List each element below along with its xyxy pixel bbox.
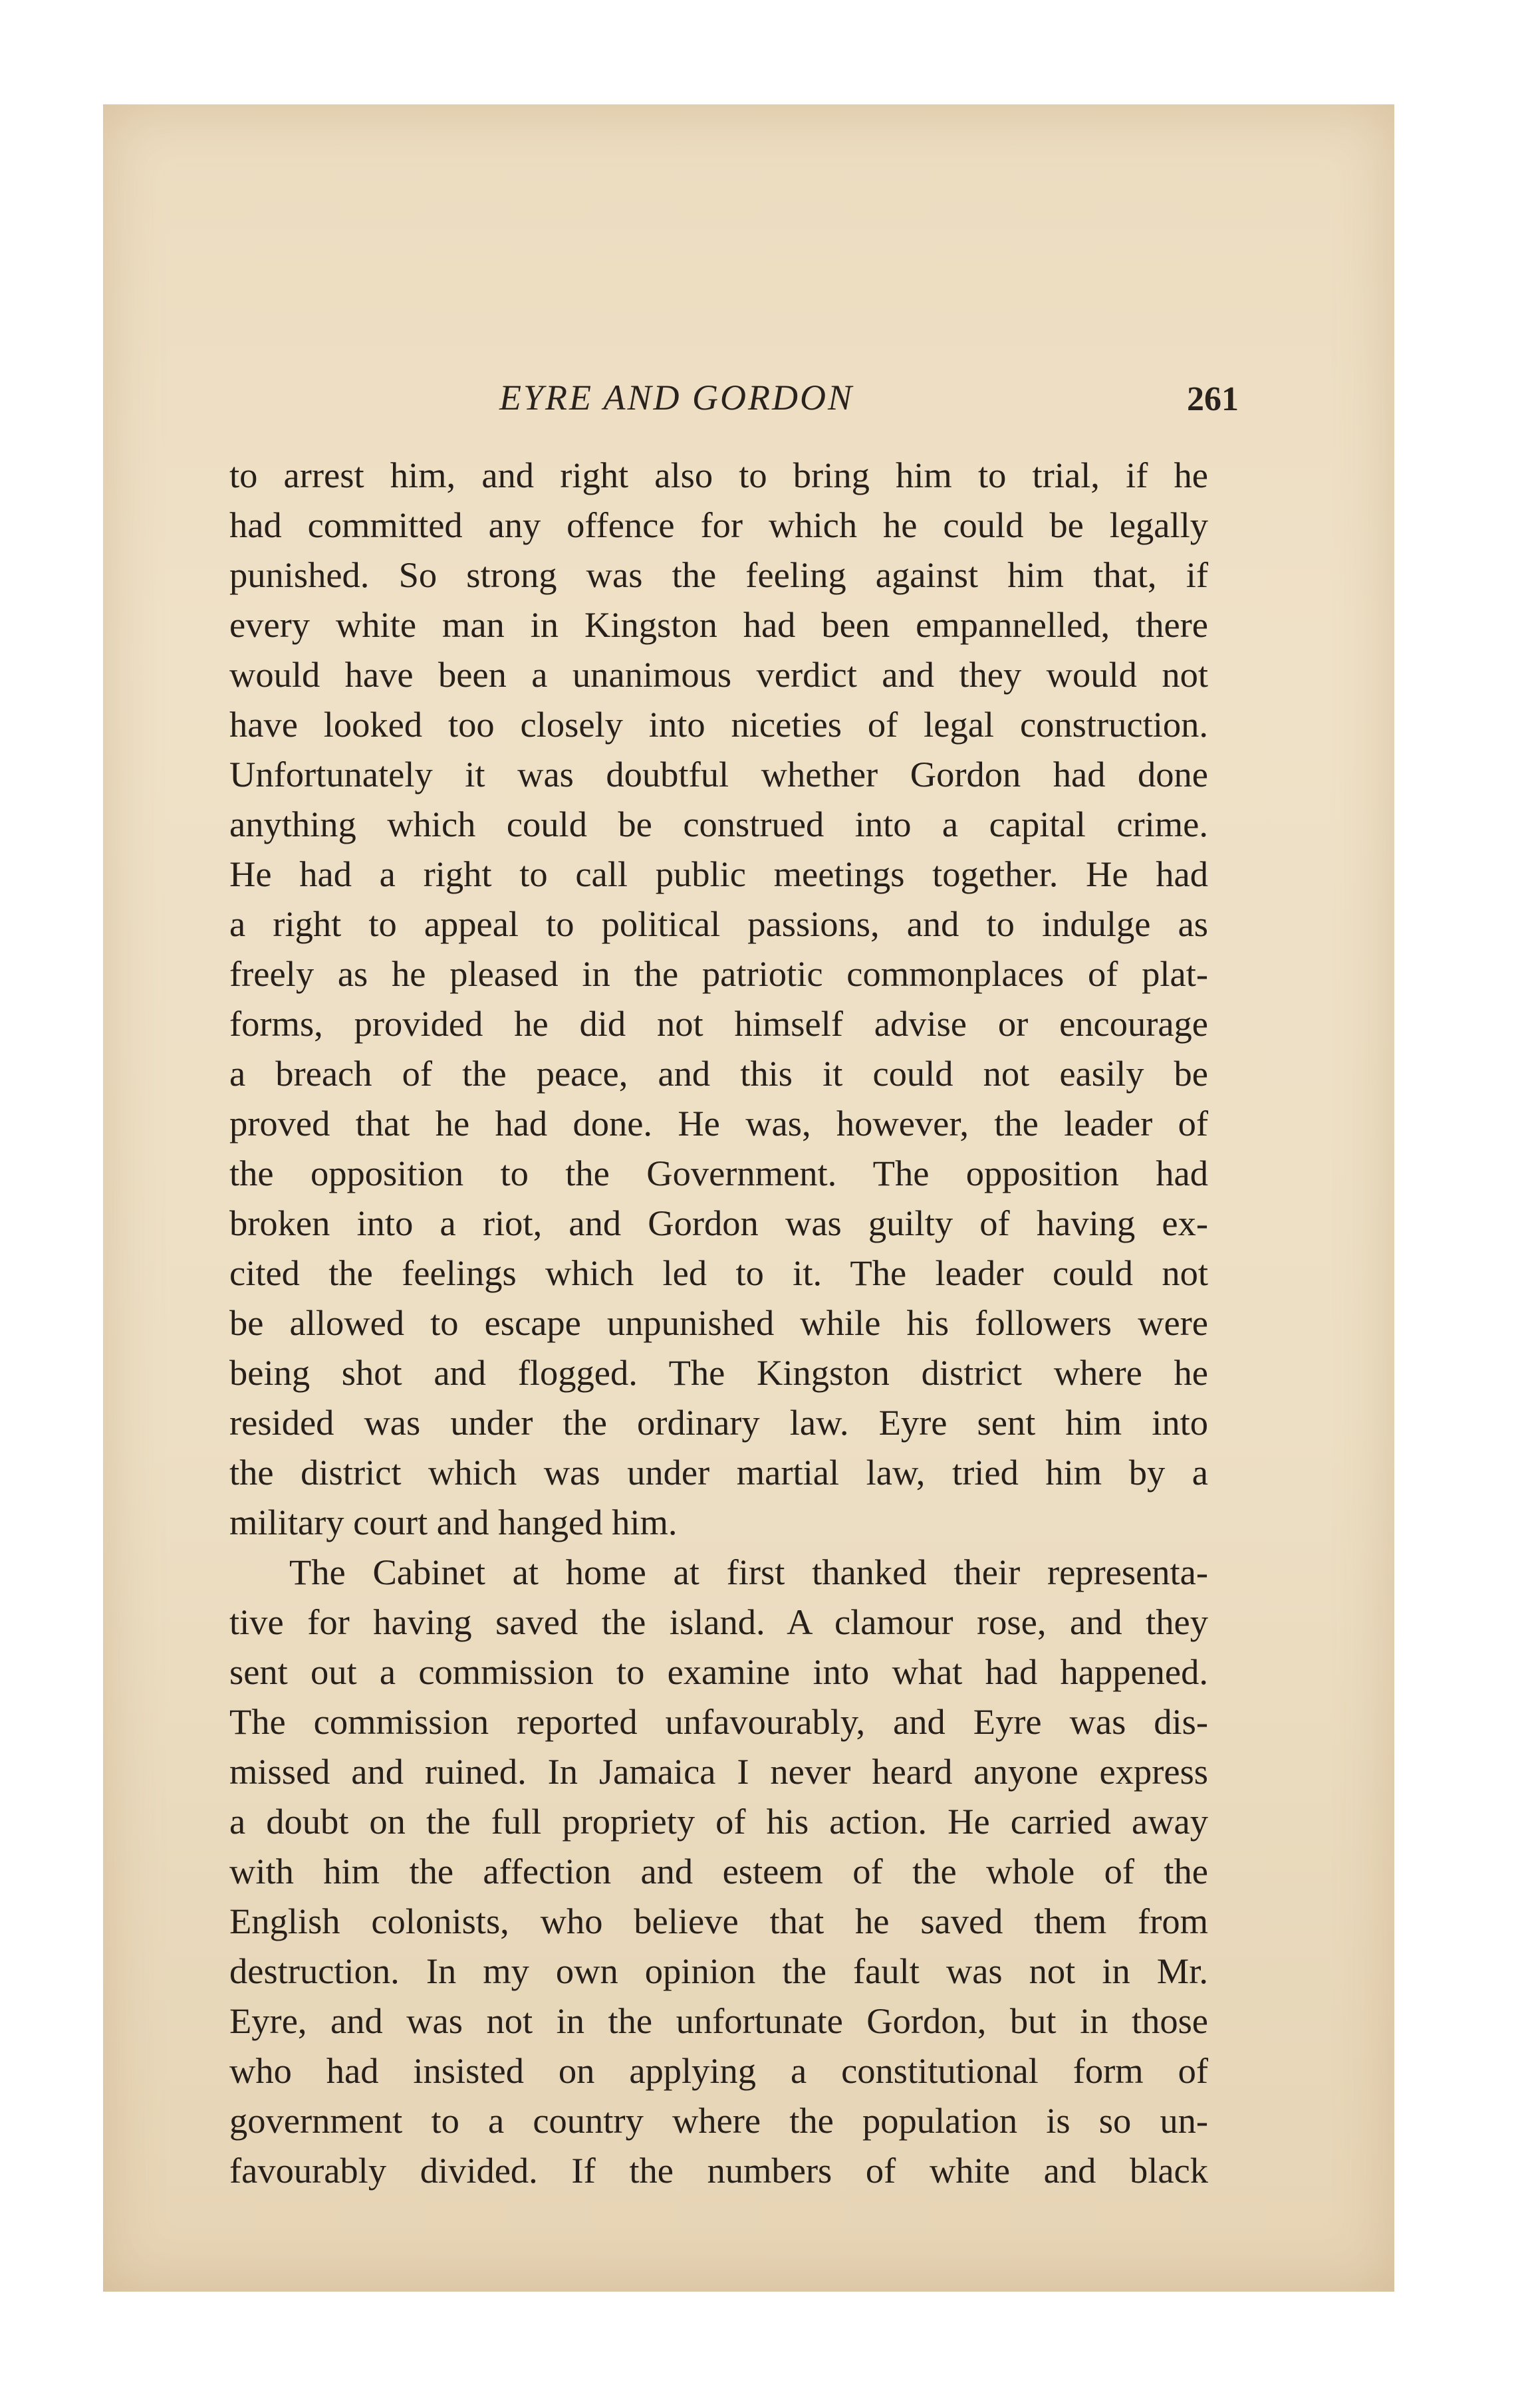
text-line: Unfortunately it was doubtful whether Gordon had done xyxy=(229,754,1208,794)
text-line: destruction. In my own opinion the fault was not in Mr. xyxy=(229,1951,1208,1991)
page-header xyxy=(103,377,1394,423)
text-line: favourably divided. If the numbers of white and black xyxy=(229,2150,1208,2191)
text-line: missed and ruined. In Jamaica I never heard anyone express xyxy=(229,1751,1208,1792)
book-page xyxy=(103,104,1394,2292)
body-text xyxy=(229,450,1208,2195)
text-line: broken into a riot, and Gordon was guilty of having ex- xyxy=(229,1203,1208,1243)
text-line: a doubt on the full propriety of his action. He carried away xyxy=(229,1801,1208,1842)
page-number: 261 xyxy=(1187,380,1239,418)
text-line: government to a country where the population is so un- xyxy=(229,2100,1208,2141)
text-line: being shot and flogged. The Kingston district where he xyxy=(229,1352,1208,1393)
text-line: have looked too closely into niceties of legal construction. xyxy=(229,704,1208,745)
text-line: the district which was under martial law, tried him by a xyxy=(229,1452,1208,1493)
running-title: EYRE AND GORDON xyxy=(499,378,854,418)
text-line: military court and hanged him. xyxy=(229,1502,678,1542)
paragraph-2 xyxy=(229,1547,1208,2195)
text-line: The commission reported unfavourably, and Eyre was dis- xyxy=(229,1701,1208,1742)
text-line: a breach of the peace, and this it could not easily be xyxy=(229,1053,1208,1094)
text-line: resided was under the ordinary law. Eyre sent him into xyxy=(229,1402,1208,1443)
text-line: proved that he had done. He was, however, the leader of xyxy=(229,1103,1208,1144)
text-line: would have been a unanimous verdict and they would not xyxy=(229,654,1208,695)
text-line: punished. So strong was the feeling against him that, if xyxy=(229,554,1208,595)
paragraph-1 xyxy=(229,450,1208,1547)
text-line: be allowed to escape unpunished while his followers were xyxy=(229,1302,1208,1343)
text-line: anything which could be construed into a capital crime. xyxy=(229,804,1208,844)
text-line: the opposition to the Government. The opposition had xyxy=(229,1153,1208,1193)
text-line: to arrest him, and right also to bring him to trial, if he xyxy=(229,455,1208,495)
text-line: with him the affection and esteem of the whole of the xyxy=(229,1851,1208,1891)
text-line: Eyre, and was not in the unfortunate Gordon, but in those xyxy=(229,2000,1208,2041)
text-line: The Cabinet at home at first thanked their representa- xyxy=(289,1552,1208,1592)
text-line: He had a right to call public meetings together. He had xyxy=(229,854,1208,894)
text-line: tive for having saved the island. A clamour rose, and they xyxy=(229,1602,1208,1642)
text-line: had committed any offence for which he could be legally xyxy=(229,505,1208,545)
text-line: every white man in Kingston had been empannelled, there xyxy=(229,604,1208,645)
text-line: sent out a commission to examine into what had happened. xyxy=(229,1651,1208,1692)
text-line: cited the feelings which led to it. The leader could not xyxy=(229,1253,1208,1293)
text-line: forms, provided he did not himself advise or encourage xyxy=(229,1003,1208,1044)
text-line: who had insisted on applying a constitutional form of xyxy=(229,2050,1208,2091)
text-line: a right to appeal to political passions, and to indulge as xyxy=(229,903,1208,944)
text-line: freely as he pleased in the patriotic commonplaces of plat- xyxy=(229,953,1208,994)
text-line: English colonists, who believe that he saved them from xyxy=(229,1901,1208,1941)
